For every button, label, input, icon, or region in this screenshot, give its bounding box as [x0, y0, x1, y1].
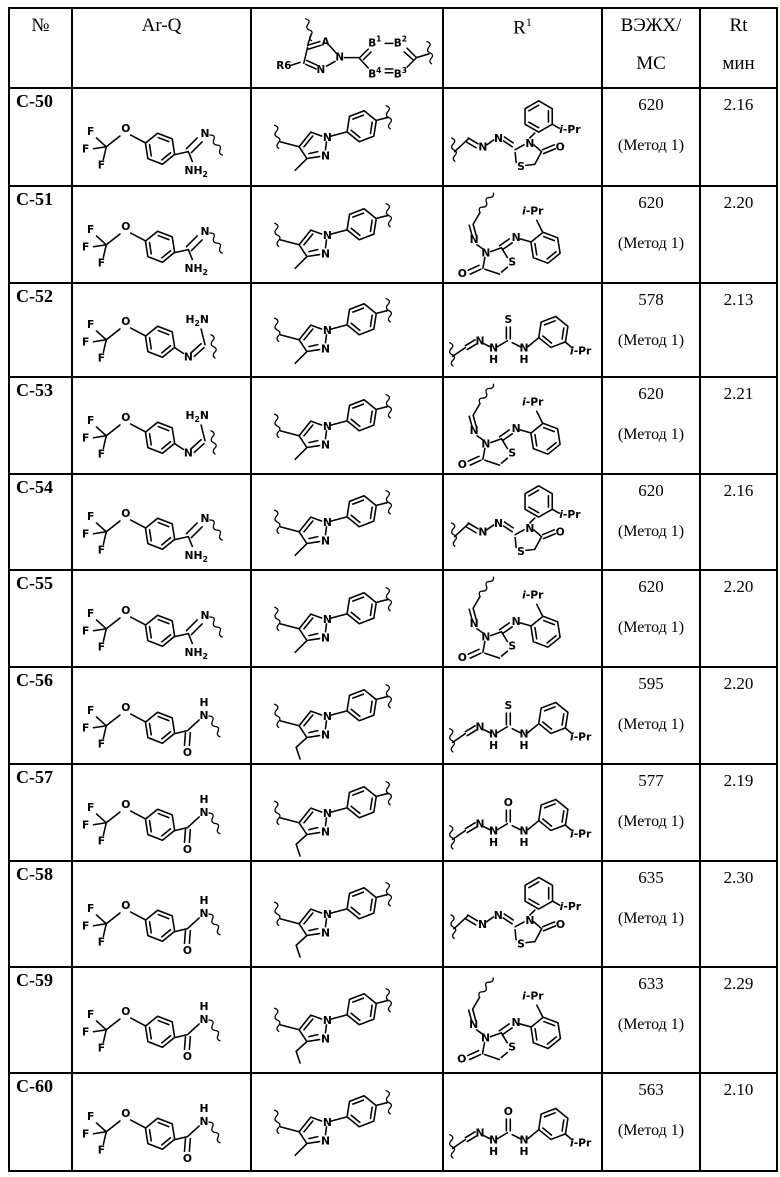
ms-value: 577 — [638, 771, 664, 790]
arq-cell — [72, 283, 251, 377]
core-cell — [251, 967, 443, 1073]
core-cell — [251, 570, 443, 667]
arq-cell — [72, 967, 251, 1073]
compound-id: C-53 — [9, 377, 72, 474]
method-label: (Метод 1) — [617, 137, 685, 154]
core-structure — [254, 769, 440, 857]
r1-cell — [443, 570, 602, 667]
rt-value: 2.16 — [700, 88, 777, 186]
rt-value: 2.29 — [700, 967, 777, 1073]
arq-structure — [77, 1078, 247, 1166]
header-row — [9, 8, 777, 88]
header-arq: Ar-Q — [72, 8, 251, 88]
arq-cell — [72, 667, 251, 764]
r1-cell — [443, 377, 602, 474]
arq-cell — [72, 377, 251, 474]
r1-cell — [443, 667, 602, 764]
compound-id: C-51 — [9, 186, 72, 283]
r1-structure — [446, 974, 600, 1066]
method-label: (Метод 1) — [617, 619, 685, 636]
compound-id: C-55 — [9, 570, 72, 667]
core-structure — [254, 93, 440, 181]
arq-cell — [72, 186, 251, 283]
table-row — [9, 667, 777, 764]
arq-cell — [72, 474, 251, 570]
ms-value: 633 — [638, 974, 664, 993]
ms-value: 620 — [638, 577, 664, 596]
r1-cell — [443, 88, 602, 186]
arq-cell — [72, 88, 251, 186]
compound-id: C-60 — [9, 1073, 72, 1171]
arq-cell — [72, 1073, 251, 1171]
compound-id: C-54 — [9, 474, 72, 570]
ms-value: 620 — [638, 193, 664, 212]
ms-value: 563 — [638, 1080, 664, 1099]
ms-cell — [602, 88, 700, 186]
compound-id: C-58 — [9, 861, 72, 967]
method-label: (Метод 1) — [617, 332, 685, 349]
method-label: (Метод 1) — [617, 523, 685, 540]
core-structure — [254, 575, 440, 663]
arq-structure — [77, 870, 247, 958]
core-structure — [254, 672, 440, 760]
r1-structure — [446, 191, 600, 279]
r1-cell — [443, 283, 602, 377]
r1-structure — [446, 672, 600, 760]
ms-cell — [602, 186, 700, 283]
r1-cell — [443, 861, 602, 967]
ms-cell — [602, 1073, 700, 1171]
core-cell — [251, 283, 443, 377]
core-cell — [251, 474, 443, 570]
r1-structure — [446, 575, 600, 663]
arq-structure — [77, 976, 247, 1064]
core-cell — [251, 861, 443, 967]
core-cell — [251, 1073, 443, 1171]
rt-value: 2.21 — [700, 377, 777, 474]
arq-cell — [72, 861, 251, 967]
compound-table — [8, 7, 778, 1172]
arq-structure — [77, 191, 247, 279]
rt-value: 2.19 — [700, 764, 777, 861]
r1-structure — [446, 478, 600, 566]
method-label: (Метод 1) — [617, 1016, 685, 1033]
ms-cell — [602, 283, 700, 377]
compound-id: C-50 — [9, 88, 72, 186]
method-label: (Метод 1) — [617, 1122, 685, 1139]
core-structure — [254, 870, 440, 958]
arq-structure — [77, 93, 247, 181]
table-row — [9, 377, 777, 474]
rt-value: 2.20 — [700, 570, 777, 667]
compound-id: C-59 — [9, 967, 72, 1073]
arq-structure — [77, 478, 247, 566]
header-num: № — [9, 8, 72, 88]
method-label: (Метод 1) — [617, 426, 685, 443]
r1-cell — [443, 967, 602, 1073]
table-row — [9, 474, 777, 570]
core-structure — [254, 478, 440, 566]
arq-cell — [72, 570, 251, 667]
compound-id: C-52 — [9, 283, 72, 377]
rt-value: 2.16 — [700, 474, 777, 570]
ms-value: 620 — [638, 95, 664, 114]
ms-value: 578 — [638, 290, 664, 309]
ms-value: 595 — [638, 674, 664, 693]
core-structure — [254, 976, 440, 1064]
ms-value: 635 — [638, 868, 664, 887]
core-cell — [251, 667, 443, 764]
rt-value: 2.20 — [700, 186, 777, 283]
ms-cell — [602, 570, 700, 667]
ms-cell — [602, 861, 700, 967]
method-label: (Метод 1) — [617, 235, 685, 252]
core-structure — [254, 286, 440, 374]
core-structure — [254, 1078, 440, 1166]
r1-cell — [443, 186, 602, 283]
r1-structure — [446, 769, 600, 857]
core-structure — [254, 382, 440, 470]
header-hplc-ms: ВЭЖХ/ МС — [602, 8, 700, 88]
table-row — [9, 283, 777, 377]
compound-table-wrapper — [8, 7, 778, 1172]
core-structure — [254, 191, 440, 279]
table-row — [9, 186, 777, 283]
core-cell — [251, 88, 443, 186]
table-row — [9, 967, 777, 1073]
table-row — [9, 764, 777, 861]
ms-cell — [602, 474, 700, 570]
header-rt: Rt мин — [700, 8, 777, 88]
arq-cell — [72, 764, 251, 861]
r1-cell — [443, 1073, 602, 1171]
method-label: (Метод 1) — [617, 716, 685, 733]
table-row — [9, 570, 777, 667]
method-label: (Метод 1) — [617, 813, 685, 830]
rt-value: 2.10 — [700, 1073, 777, 1171]
r1-cell — [443, 474, 602, 570]
rt-value: 2.30 — [700, 861, 777, 967]
table-row — [9, 1073, 777, 1171]
compound-id: C-56 — [9, 667, 72, 764]
r1-cell — [443, 764, 602, 861]
table-row — [9, 88, 777, 186]
method-label: (Метод 1) — [617, 910, 685, 927]
r1-structure — [446, 93, 600, 181]
arq-structure — [77, 575, 247, 663]
ms-value: 620 — [638, 481, 664, 500]
core-cell — [251, 377, 443, 474]
core-template-structure — [252, 15, 442, 87]
arq-structure — [77, 286, 247, 374]
core-cell — [251, 764, 443, 861]
core-cell — [251, 186, 443, 283]
header-core-structure — [251, 8, 443, 88]
r1-structure — [446, 868, 600, 960]
rt-value: 2.20 — [700, 667, 777, 764]
ms-cell — [602, 377, 700, 474]
ms-cell — [602, 667, 700, 764]
arq-structure — [77, 382, 247, 470]
ms-value: 620 — [638, 384, 664, 403]
arq-structure — [77, 672, 247, 760]
rt-value: 2.13 — [700, 283, 777, 377]
arq-structure — [77, 769, 247, 857]
ms-cell — [602, 967, 700, 1073]
r1-structure — [446, 382, 600, 470]
r1-structure — [446, 1078, 600, 1166]
ms-cell — [602, 764, 700, 861]
header-r1: $R^1$ — [443, 8, 602, 88]
r1-structure — [446, 286, 600, 374]
table-row — [9, 861, 777, 967]
compound-id: C-57 — [9, 764, 72, 861]
